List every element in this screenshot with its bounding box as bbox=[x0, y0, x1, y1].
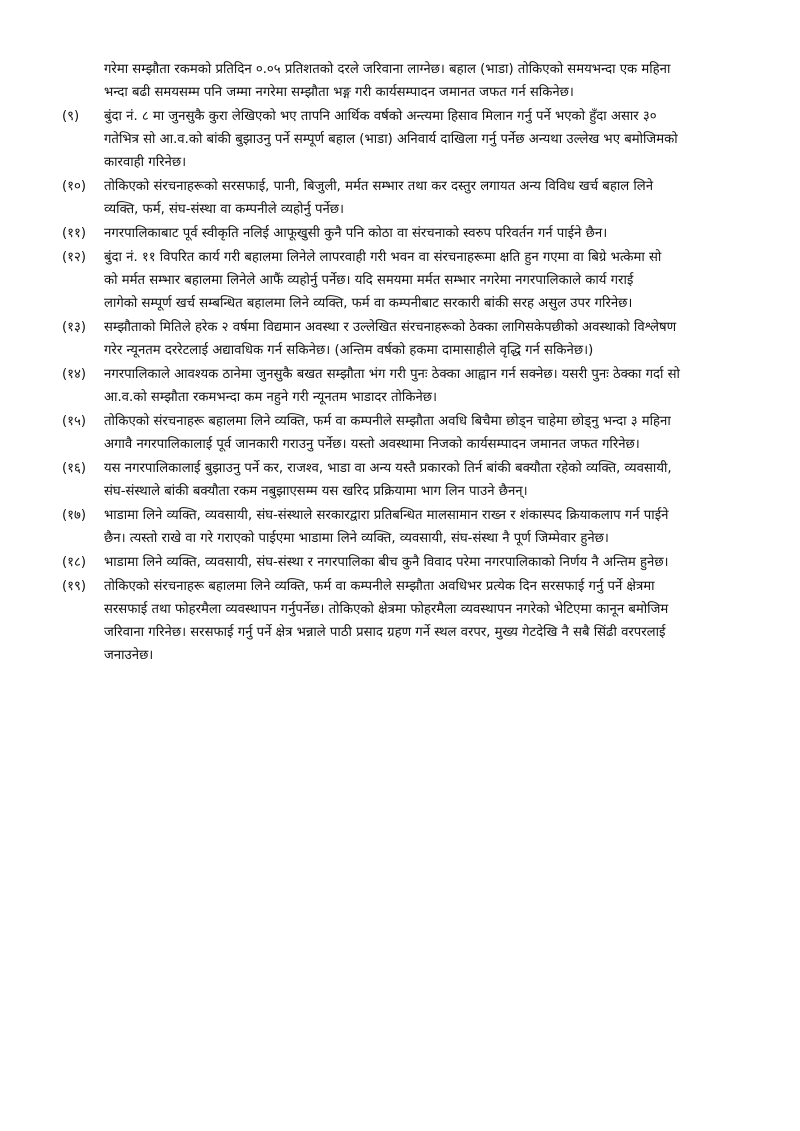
clause-text: तोकिएको संरचनाहरू बहालमा लिने व्यक्ति, फर्म वा कम्पनीले सम्झौता अवधि बिचैमा छोड्न चाहेमा छोड्नु भन्दा ३ महिना अगावै नगरपालिकालाई पूर्व जानकारी गराउनु पर्नेछ। यस्तो अवस्थामा निजको कार्यसम्पादन जमानत जफत गरिनेछ। bbox=[104, 414, 671, 452]
clause-text: तोकिएको संरचनाहरूको सरसफाई, पानी, बिजुली, मर्मत सम्भार तथा कर दस्तुर लगायत अन्य विविध खर्च बहाल लिने व्यक्ति, फर्म, संघ-संस्था वा कम्पनीले व्यहोर्नु पर्नेछ। bbox=[104, 179, 654, 217]
clause-text: नगरपालिकाले आवश्यक ठानेमा जुनसुकै बखत सम्झौता भंग गरी पुनः ठेक्का आह्वान गर्न सक्नेछ। यसरी पुनः ठेक्का गर्दा सो आ.व.को सम्झौता रकमभन्दा कम नहुने गरी न्यूनतम भाडादर तोकिनेछ। bbox=[104, 367, 680, 405]
clause-text: तोकिएको संरचनाहरू बहालमा लिने व्यक्ति, फर्म वा कम्पनीले सम्झौता अवधिभर प्रत्येक दिन सरसफाई गर्नु पर्ने क्षेत्रमा सरसफाई तथा फोहरमैला व्यवस्थापन गर्नुपर्नेछ। तोकिएको क्षेत्रमा फोहरमैला व्यवस्थापन नगरेको भेटिएमा कानून बमोजिम जरिवाना गरिनेछ। सरसफाई गर्नु पर्ने क्षेत्र भन्नाले पाठी प्रसाद ग्रहण गर्ने स्थल वरपर, मुख्य गेटदेखि नै सबै सिंढी वरपरलाई जनाउनेछ। bbox=[104, 579, 669, 663]
clause-text: भाडामा लिने व्यक्ति, व्यवसायी, संघ-संस्थाले सरकारद्वारा प्रतिबन्धित मालसामान राख्न र शंकास्पद क्रियाकलाप गर्न पाईने छैन। त्यस्तो राखे वा गरे गराएको पाईएमा भाडामा लिने व्यक्ति, व्यवसायी, संघ-संस्था नै पूर्ण जिम्मेवार हुनेछ। bbox=[104, 508, 669, 546]
clause-number: (१२) bbox=[62, 250, 87, 265]
clause-number: (११) bbox=[62, 226, 87, 241]
clause-14 bbox=[62, 363, 764, 409]
clause-number: (१६) bbox=[62, 461, 87, 476]
clause-text: बुंदा नं. ८ मा जुनसुकै कुरा लेखिएको भए तापनि आर्थिक वर्षको अन्त्यमा हिसाव मिलान गर्नु पर्ने भएको हुँदा असार ३० गतेभित्र सो आ.व.को बांकी बुझाउनु पर्ने सम्पूर्ण बहाल (भाडा) अनिवार्य दाखिला गर्नु पर्नेछ अन्यथा उल्लेख भए बमोजिमको कारवाही गरिनेछ। bbox=[104, 109, 678, 170]
clause-number: (१०) bbox=[62, 179, 87, 194]
document-page bbox=[62, 58, 764, 667]
clause-number: (१३) bbox=[62, 320, 87, 335]
clause-number: (९) bbox=[62, 109, 80, 124]
clause-text: सम्झौताको मितिले हरेक २ वर्षमा विद्यमान अवस्था र उल्लेखित संरचनाहरूको ठेक्का लागिसकेपछीको अवस्थाको विश्लेषण गरेर न्यूनतम दररेटलाई अद्यावधिक गर्न सकिनेछ। (अन्तिम वर्षको हकमा दामासाहीले वृद्धि गर्न सकिनेछ।) bbox=[104, 320, 677, 358]
clause-18 bbox=[62, 551, 764, 574]
clause-17 bbox=[62, 504, 764, 550]
continuation-paragraph: गरेमा सम्झौता रकमको प्रतिदिन ०.०५ प्रतिशतको दरले जरिवाना लाग्नेछ। बहाल (भाडा) तोकिएको समयभन्दा एक महिना भन्दा बढी समयसम्म पनि जम्मा नगरेमा सम्झौता भङ्ग गरी कार्यसम्पादन जमानत जफत गर्न सकिनेछ। bbox=[104, 62, 671, 100]
clause-number: (१४) bbox=[62, 367, 87, 382]
clause-15 bbox=[62, 410, 764, 456]
clause-10 bbox=[62, 175, 764, 221]
clause-13 bbox=[62, 316, 764, 362]
clause-text: बुंदा नं. ११ विपरित कार्य गरी बहालमा लिनेले लापरवाही गरी भवन वा संरचनाहरूमा क्षति हुन गएमा वा बिग्रे भत्केमा सो को मर्मत सम्भार बहालमा लिनेले आफैं व्यहोर्नु पर्नेछ। यदि समयमा मर्मत सम्भार नगरेमा नगरपालिकाले कार्य गराई लागेको सम्पूर्ण खर्च सम्बन्धित बहालमा लिने व्यक्ति, फर्म वा कम्पनीबाट सरकारी बांकी सरह असुल उपर गरिनेछ। bbox=[104, 250, 662, 311]
clause-9 bbox=[62, 105, 764, 174]
clause-16 bbox=[62, 457, 764, 503]
clause-text: भाडामा लिने व्यक्ति, व्यवसायी, संघ-संस्था र नगरपालिका बीच कुनै विवाद परेमा नगरपालिकाको निर्णय नै अन्तिम हुनेछ। bbox=[104, 555, 669, 570]
clause-number: (१७) bbox=[62, 508, 87, 523]
clause-19 bbox=[62, 575, 764, 667]
clause-number: (१८) bbox=[62, 555, 87, 570]
clause-12 bbox=[62, 246, 764, 315]
clause-11 bbox=[62, 222, 764, 245]
clause-number: (१९) bbox=[62, 579, 87, 594]
clause-text: यस नगरपालिकालाई बुझाउनु पर्ने कर, राजश्व, भाडा वा अन्य यस्तै प्रकारको तिर्न बांकी बक्यौता रहेको व्यक्ति, व्यवसायी, संघ-संस्थाले बांकी बक्यौता रकम नबुझाएसम्म यस खरिद प्रक्रियामा भाग लिन पाउने छैनन्। bbox=[104, 461, 672, 499]
clause-number: (१५) bbox=[62, 414, 87, 429]
clause-text: नगरपालिकाबाट पूर्व स्वीकृति नलिई आफूखुसी कुनै पनि कोठा वा संरचनाको स्वरुप परिवर्तन गर्न पाईने छैन। bbox=[104, 226, 608, 241]
